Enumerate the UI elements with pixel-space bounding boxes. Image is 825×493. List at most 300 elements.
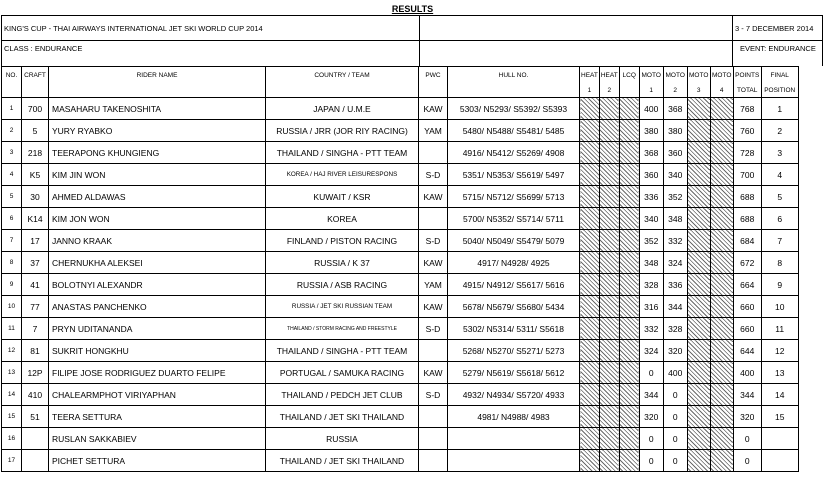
points-total: 672 [733, 252, 761, 274]
hull-number: 5302/ N5314/ 5311/ S5618 [448, 318, 580, 340]
col-moto3-sub: 3 [687, 83, 710, 98]
country-team: THAILAND / JET SKI THAILAND [266, 406, 419, 428]
rider-name: SUKRIT HONGKHU [49, 340, 266, 362]
moto2-points: 0 [663, 450, 687, 472]
lcq-cell [619, 384, 639, 406]
heat2-cell [599, 120, 619, 142]
pwc [419, 450, 448, 472]
table-row [2, 384, 799, 406]
country-team: FINLAND / PISTON RACING [266, 230, 419, 252]
col-moto3: MOTO [687, 67, 710, 84]
final-position: 3 [761, 142, 798, 164]
lcq-cell [619, 98, 639, 120]
row-number: 9 [2, 274, 22, 296]
country-team: RUSSIA / JET SKI RUSSIAN TEAM [266, 296, 419, 318]
rider-name: MASAHARU TAKENOSHITA [49, 98, 266, 120]
heat1-cell [580, 164, 600, 186]
heat1-cell [580, 186, 600, 208]
col-moto1-sub: 1 [639, 83, 663, 98]
moto1-points: 316 [639, 296, 663, 318]
col-country-sub [266, 83, 419, 98]
header-subrow [2, 83, 799, 98]
moto4-cell [710, 120, 733, 142]
heat2-cell [599, 296, 619, 318]
results-table [1, 66, 799, 472]
moto1-points: 0 [639, 450, 663, 472]
heat2-cell [599, 142, 619, 164]
heat2-cell [599, 428, 619, 450]
row-number: 2 [2, 120, 22, 142]
moto2-points: 0 [663, 384, 687, 406]
craft-number: 12P [22, 362, 49, 384]
country-team: RUSSIA [266, 428, 419, 450]
table-row [2, 208, 799, 230]
moto1-points: 348 [639, 252, 663, 274]
pwc: YAM [419, 120, 448, 142]
col-final-sub: POSITION [761, 83, 798, 98]
final-position [761, 428, 798, 450]
col-heat2: HEAT [599, 67, 619, 84]
col-moto1: MOTO [639, 67, 663, 84]
moto4-cell [710, 296, 733, 318]
lcq-cell [619, 428, 639, 450]
heat2-cell [599, 384, 619, 406]
final-position: 5 [761, 186, 798, 208]
table-row [2, 252, 799, 274]
heat2-cell [599, 318, 619, 340]
moto3-cell [687, 120, 710, 142]
rider-name: PRYN UDITANANDA [49, 318, 266, 340]
rider-name: CHALEARMPHOT VIRIYAPHAN [49, 384, 266, 406]
moto2-points: 360 [663, 142, 687, 164]
final-position: 7 [761, 230, 798, 252]
col-lcq-sub [619, 83, 639, 98]
col-moto4: MOTO [710, 67, 733, 84]
lcq-cell [619, 230, 639, 252]
moto2-points: 340 [663, 164, 687, 186]
heat1-cell [580, 252, 600, 274]
col-rider-sub [49, 83, 266, 98]
moto3-cell [687, 384, 710, 406]
lcq-cell [619, 208, 639, 230]
final-position: 4 [761, 164, 798, 186]
moto2-points: 368 [663, 98, 687, 120]
craft-number: 51 [22, 406, 49, 428]
moto4-cell [710, 230, 733, 252]
points-total: 688 [733, 186, 761, 208]
table-row [2, 428, 799, 450]
moto4-cell [710, 340, 733, 362]
moto1-points: 352 [639, 230, 663, 252]
moto3-cell [687, 340, 710, 362]
pwc [419, 428, 448, 450]
col-pwc-sub [419, 83, 448, 98]
craft-number [22, 450, 49, 472]
moto1-points: 336 [639, 186, 663, 208]
craft-number: 30 [22, 186, 49, 208]
moto3-cell [687, 208, 710, 230]
table-row [2, 362, 799, 384]
moto4-cell [710, 318, 733, 340]
row-number: 13 [2, 362, 22, 384]
rider-name: ANASTAS PANCHENKO [49, 296, 266, 318]
heat1-cell [580, 296, 600, 318]
rider-name: BOLOTNYI ALEXANDR [49, 274, 266, 296]
craft-number: 37 [22, 252, 49, 274]
table-row [2, 164, 799, 186]
points-total: 760 [733, 120, 761, 142]
lcq-cell [619, 142, 639, 164]
col-rider: RIDER NAME [49, 67, 266, 84]
moto1-points: 332 [639, 318, 663, 340]
hull-number: 5351/ N5353/ S5619/ 5497 [448, 164, 580, 186]
points-total: 344 [733, 384, 761, 406]
points-total: 660 [733, 296, 761, 318]
moto3-cell [687, 252, 710, 274]
rider-name: CHERNUKHA ALEKSEI [49, 252, 266, 274]
lcq-cell [619, 318, 639, 340]
table-row [2, 142, 799, 164]
row-number: 11 [2, 318, 22, 340]
heat2-cell [599, 450, 619, 472]
hull-number: 4981/ N4988/ 4983 [448, 406, 580, 428]
row-number: 12 [2, 340, 22, 362]
table-row [2, 318, 799, 340]
col-final: FINAL [761, 67, 798, 84]
pwc: S-D [419, 384, 448, 406]
moto2-points: 328 [663, 318, 687, 340]
points-total: 0 [733, 428, 761, 450]
moto1-points: 324 [639, 340, 663, 362]
rider-name: AHMED ALDAWAS [49, 186, 266, 208]
row-number: 3 [2, 142, 22, 164]
moto4-cell [710, 406, 733, 428]
col-heat2-sub: 2 [599, 83, 619, 98]
pwc: KAW [419, 252, 448, 274]
hull-number: 4917/ N4928/ 4925 [448, 252, 580, 274]
moto3-cell [687, 142, 710, 164]
points-total: 660 [733, 318, 761, 340]
moto2-points: 344 [663, 296, 687, 318]
moto2-points: 0 [663, 406, 687, 428]
heat1-cell [580, 406, 600, 428]
moto4-cell [710, 164, 733, 186]
table-row [2, 230, 799, 252]
rider-name: TEERA SETTURA [49, 406, 266, 428]
moto4-cell [710, 142, 733, 164]
col-moto4-sub: 4 [710, 83, 733, 98]
moto1-points: 328 [639, 274, 663, 296]
country-team: PORTUGAL / SAMUKA RACING [266, 362, 419, 384]
heat1-cell [580, 318, 600, 340]
heat2-cell [599, 406, 619, 428]
country-team: THAILAND / SINGHA - PTT TEAM [266, 340, 419, 362]
craft-number: 218 [22, 142, 49, 164]
craft-number: 17 [22, 230, 49, 252]
table-row [2, 296, 799, 318]
moto2-points: 0 [663, 428, 687, 450]
country-team: JAPAN / U.M.E [266, 98, 419, 120]
table-row [2, 340, 799, 362]
moto3-cell [687, 296, 710, 318]
moto2-points: 332 [663, 230, 687, 252]
moto1-points: 368 [639, 142, 663, 164]
country-team: RUSSIA / K 37 [266, 252, 419, 274]
country-team: THAILAND / STORM RACING AND FREESTYLE [266, 318, 419, 340]
lcq-cell [619, 274, 639, 296]
points-total: 0 [733, 450, 761, 472]
table-row [2, 450, 799, 472]
col-no: NO. [2, 67, 22, 84]
country-team: KOREA [266, 208, 419, 230]
rider-name: KIM JON WON [49, 208, 266, 230]
table-row [2, 98, 799, 120]
points-total: 768 [733, 98, 761, 120]
moto3-cell [687, 230, 710, 252]
final-position: 2 [761, 120, 798, 142]
col-hull: HULL NO. [448, 67, 580, 84]
moto2-points: 380 [663, 120, 687, 142]
lcq-cell [619, 406, 639, 428]
header-divider [2, 40, 822, 41]
heat2-cell [599, 230, 619, 252]
country-team: RUSSIA / ASB RACING [266, 274, 419, 296]
pwc [419, 406, 448, 428]
rider-name: JANNO KRAAK [49, 230, 266, 252]
craft-number: 410 [22, 384, 49, 406]
moto1-points: 400 [639, 98, 663, 120]
lcq-cell [619, 186, 639, 208]
rider-name: KIM JIN WON [49, 164, 266, 186]
moto1-points: 360 [639, 164, 663, 186]
country-team: THAILAND / JET SKI THAILAND [266, 450, 419, 472]
points-total: 688 [733, 208, 761, 230]
moto3-cell [687, 274, 710, 296]
hull-number: 5040/ N5049/ S5479/ 5079 [448, 230, 580, 252]
row-number: 1 [2, 98, 22, 120]
header-divider-vertical [732, 16, 733, 66]
hull-number: 5480/ N5488/ S5481/ 5485 [448, 120, 580, 142]
moto1-points: 320 [639, 406, 663, 428]
craft-number: K5 [22, 164, 49, 186]
col-country: COUNTRY / TEAM [266, 67, 419, 84]
points-total: 320 [733, 406, 761, 428]
final-position: 13 [761, 362, 798, 384]
country-team: KUWAIT / KSR [266, 186, 419, 208]
moto2-points: 324 [663, 252, 687, 274]
row-number: 7 [2, 230, 22, 252]
hull-number: 5268/ N5270/ S5271/ 5273 [448, 340, 580, 362]
moto2-points: 352 [663, 186, 687, 208]
hull-number [448, 428, 580, 450]
row-number: 10 [2, 296, 22, 318]
points-total: 644 [733, 340, 761, 362]
lcq-cell [619, 296, 639, 318]
lcq-cell [619, 450, 639, 472]
hull-number: 5303/ N5293/ S5392/ S5393 [448, 98, 580, 120]
heat1-cell [580, 274, 600, 296]
rider-name: TEERAPONG KHUNGIENG [49, 142, 266, 164]
pwc: S-D [419, 230, 448, 252]
pwc [419, 142, 448, 164]
heat1-cell [580, 450, 600, 472]
moto4-cell [710, 384, 733, 406]
pwc: YAM [419, 274, 448, 296]
moto2-points: 400 [663, 362, 687, 384]
rider-name: PICHET SETTURA [49, 450, 266, 472]
row-number: 15 [2, 406, 22, 428]
moto3-cell [687, 406, 710, 428]
pwc [419, 208, 448, 230]
hull-number: 5678/ N5679/ S5680/ 5434 [448, 296, 580, 318]
heat2-cell [599, 274, 619, 296]
hull-number: 4932/ N4934/ S5720/ 4933 [448, 384, 580, 406]
moto1-points: 0 [639, 362, 663, 384]
hull-number: 4915/ N4912/ S5617/ 5616 [448, 274, 580, 296]
event-name: KING'S CUP - THAI AIRWAYS INTERNATIONAL JET SKI WORLD CUP 2014 [4, 24, 263, 33]
row-number: 17 [2, 450, 22, 472]
col-pwc: PWC [419, 67, 448, 84]
craft-number: 5 [22, 120, 49, 142]
rider-name: FILIPE JOSE RODRIGUEZ DUARTO FELIPE [49, 362, 266, 384]
final-position: 6 [761, 208, 798, 230]
lcq-cell [619, 164, 639, 186]
craft-number: 41 [22, 274, 49, 296]
row-number: 8 [2, 252, 22, 274]
heat1-cell [580, 362, 600, 384]
heat1-cell [580, 98, 600, 120]
pwc: KAW [419, 362, 448, 384]
rider-name: YURY RYABKO [49, 120, 266, 142]
table-row [2, 120, 799, 142]
table-row [2, 406, 799, 428]
col-heat1: HEAT [580, 67, 600, 84]
event-header-box [1, 15, 823, 66]
moto4-cell [710, 252, 733, 274]
final-position: 12 [761, 340, 798, 362]
heat2-cell [599, 186, 619, 208]
country-team: THAILAND / PEDCH JET CLUB [266, 384, 419, 406]
moto3-cell [687, 318, 710, 340]
moto4-cell [710, 450, 733, 472]
heat2-cell [599, 164, 619, 186]
header-row [2, 67, 799, 84]
country-team: THAILAND / SINGHA - PTT TEAM [266, 142, 419, 164]
country-team: RUSSIA / JRR (JOR RIY RACING) [266, 120, 419, 142]
craft-number [22, 428, 49, 450]
heat2-cell [599, 252, 619, 274]
final-position: 10 [761, 296, 798, 318]
craft-number: 7 [22, 318, 49, 340]
moto2-points: 320 [663, 340, 687, 362]
lcq-cell [619, 252, 639, 274]
moto1-points: 344 [639, 384, 663, 406]
results-title: RESULTS [391, 4, 434, 14]
col-moto2: MOTO [663, 67, 687, 84]
moto3-cell [687, 428, 710, 450]
points-total: 700 [733, 164, 761, 186]
lcq-cell [619, 362, 639, 384]
moto4-cell [710, 428, 733, 450]
moto3-cell [687, 98, 710, 120]
heat2-cell [599, 98, 619, 120]
moto4-cell [710, 362, 733, 384]
col-points-sub: TOTAL [733, 83, 761, 98]
final-position: 15 [761, 406, 798, 428]
hull-number [448, 450, 580, 472]
pwc: KAW [419, 186, 448, 208]
heat1-cell [580, 384, 600, 406]
hull-number: 4916/ N5412/ S5269/ 4908 [448, 142, 580, 164]
moto2-points: 348 [663, 208, 687, 230]
col-hull-sub [448, 83, 580, 98]
lcq-cell [619, 340, 639, 362]
pwc: S-D [419, 164, 448, 186]
table-row [2, 274, 799, 296]
pwc: KAW [419, 296, 448, 318]
moto4-cell [710, 274, 733, 296]
heat1-cell [580, 230, 600, 252]
row-number: 16 [2, 428, 22, 450]
class-label: CLASS : ENDURANCE [4, 44, 83, 53]
final-position: 9 [761, 274, 798, 296]
col-points: POINTS [733, 67, 761, 84]
pwc [419, 340, 448, 362]
row-number: 14 [2, 384, 22, 406]
header-divider-vertical [419, 16, 420, 66]
craft-number: K14 [22, 208, 49, 230]
heat2-cell [599, 340, 619, 362]
points-total: 664 [733, 274, 761, 296]
craft-number: 700 [22, 98, 49, 120]
country-team: KOREA / HAJ RIVER LEISURESPONS [266, 164, 419, 186]
event-label: EVENT: ENDURANCE [740, 44, 816, 53]
col-craft-sub [22, 83, 49, 98]
rider-name: RUSLAN SAKKABIEV [49, 428, 266, 450]
row-number: 4 [2, 164, 22, 186]
final-position: 1 [761, 98, 798, 120]
col-no-sub [2, 83, 22, 98]
moto2-points: 336 [663, 274, 687, 296]
pwc: S-D [419, 318, 448, 340]
row-number: 6 [2, 208, 22, 230]
points-total: 400 [733, 362, 761, 384]
final-position [761, 450, 798, 472]
points-total: 728 [733, 142, 761, 164]
final-position: 8 [761, 252, 798, 274]
col-lcq: LCQ [619, 67, 639, 84]
moto1-points: 340 [639, 208, 663, 230]
final-position: 11 [761, 318, 798, 340]
moto3-cell [687, 186, 710, 208]
heat2-cell [599, 362, 619, 384]
moto4-cell [710, 186, 733, 208]
heat1-cell [580, 428, 600, 450]
moto3-cell [687, 450, 710, 472]
heat1-cell [580, 340, 600, 362]
heat1-cell [580, 120, 600, 142]
pwc: KAW [419, 98, 448, 120]
final-position: 14 [761, 384, 798, 406]
craft-number: 77 [22, 296, 49, 318]
hull-number: 5279/ N5619/ S5618/ 5612 [448, 362, 580, 384]
hull-number: 5700/ N5352/ S5714/ 5711 [448, 208, 580, 230]
event-dates: 3 - 7 DECEMBER 2014 [735, 24, 814, 33]
moto1-points: 380 [639, 120, 663, 142]
table-row [2, 186, 799, 208]
col-moto2-sub: 2 [663, 83, 687, 98]
craft-number: 81 [22, 340, 49, 362]
